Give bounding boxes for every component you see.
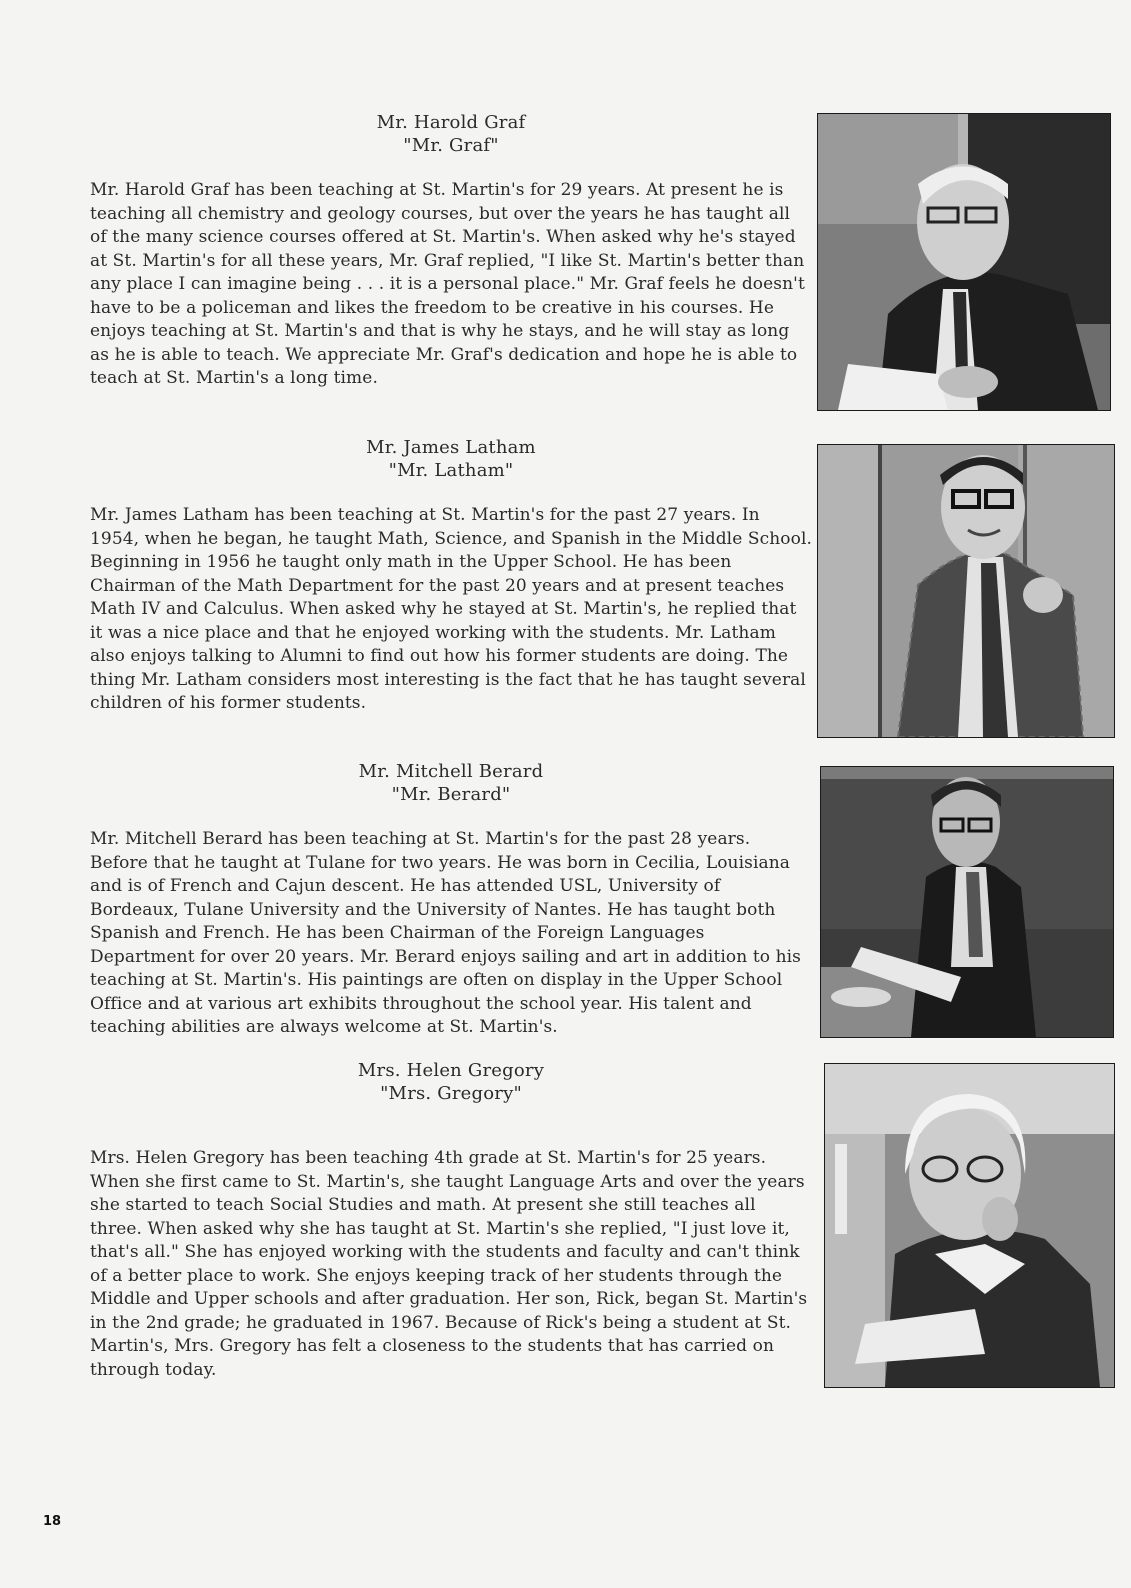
teacher-nickname: "Mrs. Gregory" <box>380 1083 522 1104</box>
teacher-bio: Mr. James Latham has been teaching at St. Martin's for the past 27 years. In 1954, when he began, he taught Math, Science, and Spanish in the Middle School. Beginning in 1956 he taught only math in the Upper School. He has been Chairman of the Math Department for the past 20 years and at present teaches Math IV and Calculus. When asked why he stayed at St. Martin's, he replied that it was a nice place and that he enjoyed working with the students. Mr. Latham also enjoys talking to Alumni to find out how his former students are doing. The thing Mr. Latham considers most interesting is the fact that he has taught several children of his former students. <box>90 505 813 713</box>
teacher-photo-latham <box>817 444 1115 738</box>
teacher-name: Mr. Mitchell Berard <box>358 761 544 782</box>
teacher-profile-graf <box>90 111 812 391</box>
teacher-profile-latham <box>90 436 812 716</box>
teacher-profile-berard <box>90 760 812 1040</box>
teacher-name: Mr. Harold Graf <box>376 112 526 133</box>
teacher-nickname: "Mr. Graf" <box>403 135 499 156</box>
teacher-bio: Mr. Mitchell Berard has been teaching at St. Martin's for the past 28 years. Before that he taught at Tulane for two years. He was born in Cecilia, Louisiana and is of French and Cajun descent. He has attended USL, University of Bordeaux, Tulane University and the University of Nantes. He has taught both Spanish and French. He has been Chairman of the Foreign Languages Department for over 20 years. Mr. Berard enjoys sailing and art in addition to his teaching at St. Martin's. His paintings are often on display in the Upper School Office and at various art exhibits throughout the school year. His talent and teaching abilities are always welcome at St. Martin's. <box>90 829 801 1037</box>
teacher-photo-berard <box>820 766 1114 1038</box>
teacher-profile-gregory <box>90 1059 812 1382</box>
page-number: 18 <box>43 1514 62 1529</box>
teacher-bio: Mr. Harold Graf has been teaching at St. Martin's for 29 years. At present he is teaching all chemistry and geology courses, but over the years he has taught all of the many science courses offered at St. Martin's. When asked why he's stayed at St. Martin's for all these years, Mr. Graf replied, "I like St. Martin's better than any place I can imagine being . . . it is a personal place." Mr. Graf feels he doesn't have to be a policeman and likes the freedom to be creative in his courses. He enjoys teaching at St. Martin's and that is why he stays, and he will stay as long as he is able to teach. We appreciate Mr. Graf's dedication and hope he is able to teach at St. Martin's a long time. <box>90 180 805 388</box>
teacher-nickname: "Mr. Berard" <box>391 784 511 805</box>
teacher-name: Mrs. Helen Gregory <box>357 1060 545 1081</box>
teacher-name: Mr. James Latham <box>366 437 536 458</box>
teacher-photo-graf <box>817 113 1111 411</box>
teacher-photo-gregory <box>824 1063 1115 1388</box>
teacher-bio: Mrs. Helen Gregory has been teaching 4th grade at St. Martin's for 25 years. When she first came to St. Martin's, she taught Language Arts and over the years she started to teach Social Studies and math. At present she still teaches all three. When asked why she has taught at St. Martin's she replied, "I just love it, that's all." She has enjoyed working with the students and faculty and can't think of a better place to work. She enjoys keeping track of her students through the Middle and Upper schools and after graduation. Her son, Rick, began St. Martin's in the 2nd grade; he graduated in 1967. Because of Rick's being a student at St. Martin's, Mrs. Gregory has felt a closeness to the students that has carried on through today. <box>90 1148 808 1380</box>
teacher-nickname: "Mr. Latham" <box>388 460 514 481</box>
